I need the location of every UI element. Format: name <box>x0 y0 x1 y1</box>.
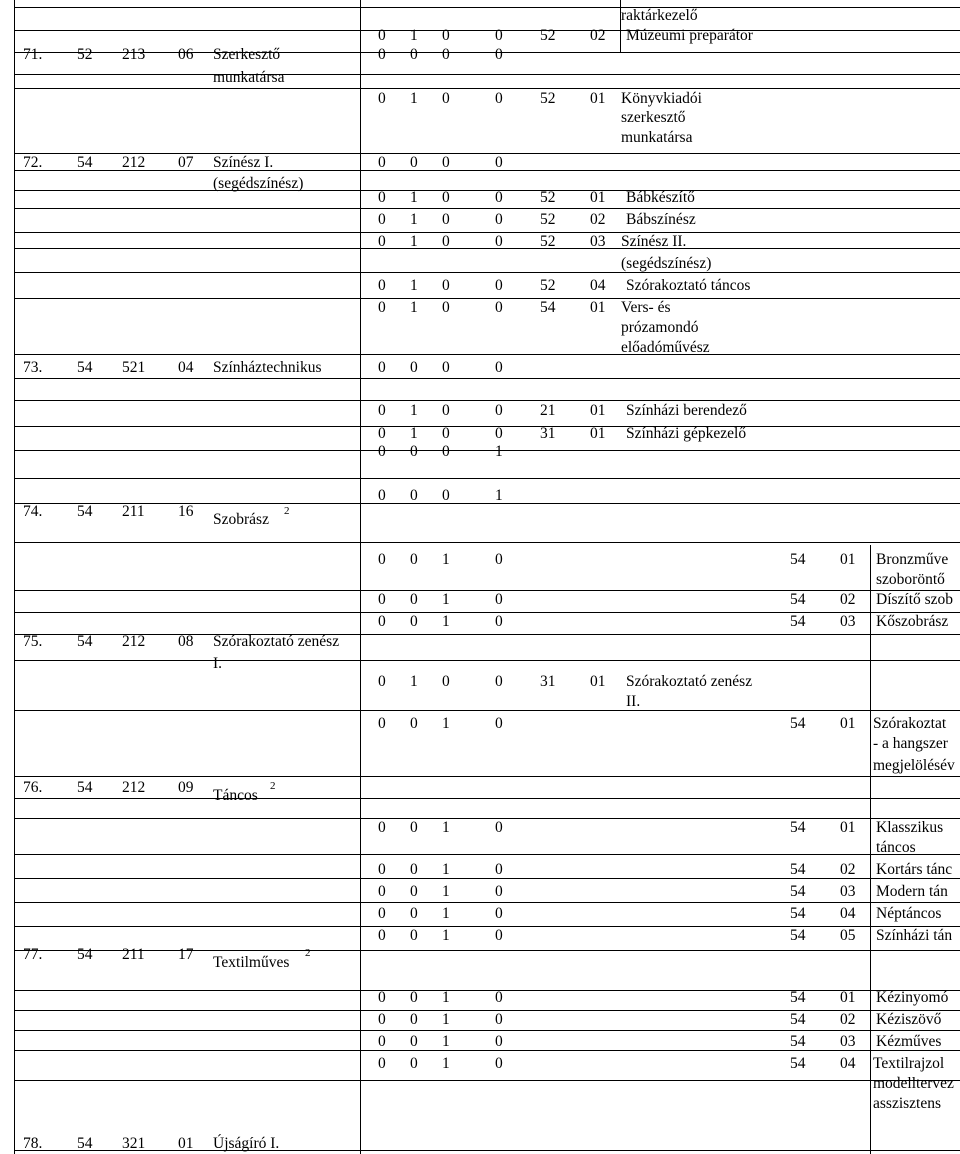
sub-qualification-name: Klasszikus <box>876 819 944 836</box>
flag-cell: 0 <box>495 883 503 900</box>
flag-cell: 0 <box>410 861 418 878</box>
code-part: 54 <box>77 154 93 171</box>
row-number: 75. <box>23 633 43 650</box>
table-rule-horizontal <box>14 1150 960 1151</box>
flag-cell: 0 <box>378 487 386 504</box>
table-rule-horizontal <box>14 7 960 8</box>
code-part: 212 <box>122 779 146 796</box>
flag-cell: 1 <box>410 402 418 419</box>
flag-cell: 0 <box>378 989 386 1006</box>
footnote-marker: 2 <box>270 780 276 792</box>
sub-qualification-name: Színházi gépkezelő <box>626 425 747 442</box>
table-rule-horizontal <box>14 634 960 635</box>
sub-qualification-name: munkatársa <box>621 129 693 146</box>
flag-cell: 0 <box>495 425 503 442</box>
code-part: 54 <box>77 946 93 963</box>
code-part: 07 <box>178 154 194 171</box>
flag-cell: 0 <box>495 613 503 630</box>
flag-cell: 0 <box>378 46 386 63</box>
flag-cell: 0 <box>495 989 503 1006</box>
sub-qualification-name: raktárkezelő <box>621 7 698 24</box>
flag-cell: 0 <box>495 154 503 171</box>
code-part: 54 <box>790 1033 806 1050</box>
code-part: 212 <box>122 633 146 650</box>
flag-cell: 0 <box>442 90 450 107</box>
row-number: 77. <box>23 946 43 963</box>
table-rule-horizontal <box>14 798 960 799</box>
code-part: 01 <box>590 425 606 442</box>
flag-cell: 1 <box>495 443 503 460</box>
flag-cell: 1 <box>495 487 503 504</box>
table-rule-horizontal <box>14 950 960 951</box>
sub-qualification-name: szoboröntő <box>876 571 945 588</box>
flag-cell: 0 <box>442 299 450 316</box>
flag-cell: 0 <box>410 819 418 836</box>
flag-cell: 1 <box>442 989 450 1006</box>
table-rule-horizontal <box>14 854 960 855</box>
table-rule-horizontal <box>14 248 960 249</box>
sub-qualification-name: Néptáncos <box>876 905 942 922</box>
flag-cell: 0 <box>442 154 450 171</box>
flag-cell: 1 <box>410 211 418 228</box>
flag-cell: 0 <box>495 359 503 376</box>
sub-qualification-name: Szórakoztató táncos <box>626 277 751 294</box>
code-part: 31 <box>540 425 556 442</box>
flag-cell: 0 <box>442 425 450 442</box>
code-part: 54 <box>790 715 806 732</box>
flag-cell: 0 <box>410 487 418 504</box>
sub-qualification-name: Vers- és <box>621 299 671 316</box>
code-part: 54 <box>540 299 556 316</box>
code-part: 211 <box>122 946 145 963</box>
code-part: 54 <box>790 591 806 608</box>
sub-qualification-name: Kortárs tánc <box>876 861 953 878</box>
code-part: 52 <box>540 277 556 294</box>
sub-qualification-name: Kézinyomó <box>876 989 949 1006</box>
flag-cell: 0 <box>378 154 386 171</box>
code-part: 02 <box>840 861 856 878</box>
code-part: 01 <box>840 819 856 836</box>
table-rule-horizontal <box>14 1010 960 1011</box>
occupation-name: munkatársa <box>213 69 285 86</box>
flag-cell: 0 <box>495 551 503 568</box>
code-part: 21 <box>540 402 556 419</box>
code-part: 54 <box>790 1011 806 1028</box>
table-rule-horizontal <box>14 990 960 991</box>
flag-cell: 0 <box>410 613 418 630</box>
code-part: 03 <box>590 233 606 250</box>
flag-cell: 0 <box>495 299 503 316</box>
sub-qualification-name: Díszítő szob <box>876 591 954 608</box>
sub-qualification-name: Színész II. <box>621 233 687 250</box>
code-part: 52 <box>540 90 556 107</box>
code-part: 54 <box>790 883 806 900</box>
code-part: 52 <box>77 46 93 63</box>
occupation-name: Szórakoztató zenész <box>213 633 340 650</box>
code-part: 01 <box>590 299 606 316</box>
flag-cell: 0 <box>410 1055 418 1072</box>
code-part: 04 <box>590 277 606 294</box>
flag-cell: 0 <box>378 905 386 922</box>
table-rule-horizontal <box>14 74 960 75</box>
flag-cell: 0 <box>378 27 386 44</box>
code-part: 54 <box>790 1055 806 1072</box>
sub-qualification-name: szerkesztő <box>621 109 686 126</box>
code-part: 54 <box>790 551 806 568</box>
table-rule-horizontal <box>14 170 960 171</box>
flag-cell: 0 <box>442 673 450 690</box>
flag-cell: 1 <box>442 715 450 732</box>
flag-cell: 0 <box>495 27 503 44</box>
sub-qualification-name: II. <box>626 693 641 710</box>
code-part: 04 <box>840 1055 856 1072</box>
code-part: 01 <box>590 673 606 690</box>
code-part: 02 <box>840 591 856 608</box>
code-part: 08 <box>178 633 194 650</box>
flag-cell: 0 <box>378 715 386 732</box>
flag-cell: 0 <box>410 551 418 568</box>
flag-cell: 0 <box>410 154 418 171</box>
flag-cell: 0 <box>410 443 418 460</box>
flag-cell: 0 <box>495 819 503 836</box>
flag-cell: 0 <box>495 1055 503 1072</box>
flag-cell: 0 <box>410 1011 418 1028</box>
occupation-name: Textilműves <box>213 954 290 971</box>
sub-qualification-name: Bábszínész <box>626 211 696 228</box>
sub-qualification-name: Szórakoztató zenész <box>626 673 753 690</box>
flag-cell: 0 <box>442 27 450 44</box>
flag-cell: 0 <box>378 883 386 900</box>
flag-cell: 1 <box>442 927 450 944</box>
flag-cell: 0 <box>410 927 418 944</box>
sub-qualification-name: Kéziszövő <box>876 1011 942 1028</box>
flag-cell: 1 <box>442 861 450 878</box>
flag-cell: 0 <box>378 90 386 107</box>
sub-qualification-name: prózamondó <box>621 319 699 336</box>
occupation-name: I. <box>213 655 223 672</box>
code-part: 321 <box>122 1135 146 1152</box>
flag-cell: 1 <box>442 613 450 630</box>
code-part: 03 <box>840 883 856 900</box>
code-part: 01 <box>590 189 606 206</box>
sub-qualification-name: Kézműves <box>876 1033 942 1050</box>
sub-qualification-name: (segédszínész) <box>621 255 712 272</box>
flag-cell: 0 <box>495 1011 503 1028</box>
code-part: 54 <box>77 633 93 650</box>
flag-cell: 1 <box>442 883 450 900</box>
table-rule-horizontal <box>14 153 960 154</box>
sub-qualification-name: Könyvkiadói <box>621 90 702 107</box>
code-part: 01 <box>590 402 606 419</box>
table-rule-horizontal <box>14 298 960 299</box>
table-rule-horizontal <box>14 450 960 451</box>
flag-cell: 0 <box>495 211 503 228</box>
flag-cell: 0 <box>410 883 418 900</box>
code-part: 06 <box>178 46 194 63</box>
code-part: 212 <box>122 154 146 171</box>
table-rule-horizontal <box>14 272 960 273</box>
flag-cell: 0 <box>378 425 386 442</box>
code-part: 52 <box>540 211 556 228</box>
flag-cell: 0 <box>495 861 503 878</box>
table-rule-horizontal <box>14 88 960 89</box>
code-part: 01 <box>178 1135 194 1152</box>
flag-cell: 0 <box>410 989 418 1006</box>
flag-cell: 1 <box>410 27 418 44</box>
code-part: 54 <box>77 359 93 376</box>
flag-cell: 0 <box>410 591 418 608</box>
occupation-name: (segédszínész) <box>213 175 304 192</box>
footnote-marker: 2 <box>305 947 311 959</box>
row-number: 74. <box>23 503 43 520</box>
sub-qualification-name: táncos <box>876 839 916 856</box>
occupation-name: Szobrász <box>213 511 269 528</box>
table-rule-horizontal <box>14 354 960 355</box>
flag-cell: 0 <box>495 715 503 732</box>
code-part: 213 <box>122 46 146 63</box>
flag-cell: 0 <box>378 277 386 294</box>
sub-qualification-name: Színházi berendező <box>626 402 747 419</box>
row-number: 71. <box>23 46 43 63</box>
table-rule-horizontal <box>14 878 960 879</box>
table-rule-horizontal <box>14 542 960 543</box>
flag-cell: 0 <box>378 591 386 608</box>
code-part: 04 <box>840 905 856 922</box>
sub-qualification-name: előadóművész <box>621 339 710 356</box>
flag-cell: 1 <box>410 299 418 316</box>
table-rule-horizontal <box>14 1050 960 1051</box>
flag-cell: 0 <box>495 90 503 107</box>
flag-cell: 1 <box>442 1011 450 1028</box>
sub-qualification-name: Bronzműve <box>876 551 949 568</box>
table-rule-horizontal <box>14 660 960 661</box>
flag-cell: 0 <box>410 1033 418 1050</box>
occupation-name: Színész I. <box>213 154 274 171</box>
flag-cell: 0 <box>378 211 386 228</box>
flag-cell: 0 <box>442 211 450 228</box>
footnote-marker: 2 <box>284 505 290 517</box>
flag-cell: 0 <box>442 359 450 376</box>
flag-cell: 0 <box>378 673 386 690</box>
code-part: 01 <box>840 715 856 732</box>
flag-cell: 0 <box>378 819 386 836</box>
code-part: 211 <box>122 503 145 520</box>
code-part: 54 <box>790 927 806 944</box>
sub-qualification-name: Bábkészítő <box>626 189 695 206</box>
code-part: 02 <box>590 27 606 44</box>
flag-cell: 0 <box>378 233 386 250</box>
code-part: 01 <box>840 989 856 1006</box>
code-part: 04 <box>178 359 194 376</box>
table-rule-horizontal <box>14 190 960 191</box>
table-rule-horizontal <box>14 926 960 927</box>
table-rule-horizontal <box>14 478 960 479</box>
flag-cell: 1 <box>442 905 450 922</box>
flag-cell: 0 <box>495 233 503 250</box>
table-rule-vertical <box>870 545 871 1154</box>
flag-cell: 0 <box>495 1033 503 1050</box>
code-part: 16 <box>178 503 194 520</box>
table-rule-horizontal <box>14 232 960 233</box>
row-number: 78. <box>23 1135 43 1152</box>
code-part: 09 <box>178 779 194 796</box>
flag-cell: 0 <box>378 359 386 376</box>
sub-qualification-name: modelltervez <box>873 1075 954 1092</box>
flag-cell: 1 <box>410 233 418 250</box>
code-part: 01 <box>840 551 856 568</box>
code-part: 31 <box>540 673 556 690</box>
table-rule-horizontal <box>14 1080 960 1081</box>
sub-qualification-name: Kőszobrász <box>876 613 949 630</box>
flag-cell: 1 <box>410 189 418 206</box>
flag-cell: 0 <box>495 905 503 922</box>
flag-cell: 0 <box>378 402 386 419</box>
row-number: 73. <box>23 359 43 376</box>
flag-cell: 0 <box>378 299 386 316</box>
table-rule-horizontal <box>14 503 960 504</box>
flag-cell: 0 <box>495 46 503 63</box>
sub-qualification-name: megjelölésév <box>873 757 955 774</box>
table-rule-horizontal <box>14 818 960 819</box>
code-part: 03 <box>840 1033 856 1050</box>
flag-cell: 0 <box>442 277 450 294</box>
code-part: 03 <box>840 613 856 630</box>
flag-cell: 0 <box>495 673 503 690</box>
code-part: 02 <box>590 211 606 228</box>
flag-cell: 0 <box>378 861 386 878</box>
code-part: 17 <box>178 946 194 963</box>
flag-cell: 0 <box>442 233 450 250</box>
sub-qualification-name: asszisztens <box>873 1095 942 1112</box>
row-number: 76. <box>23 779 43 796</box>
table-rule-horizontal <box>14 1030 960 1031</box>
code-part: 05 <box>840 927 856 944</box>
code-part: 521 <box>122 359 146 376</box>
table-rule-horizontal <box>14 426 960 427</box>
table-rule-horizontal <box>14 590 960 591</box>
table-rule-horizontal <box>14 710 960 711</box>
flag-cell: 1 <box>442 1033 450 1050</box>
flag-cell: 0 <box>410 905 418 922</box>
flag-cell: 0 <box>378 443 386 460</box>
flag-cell: 0 <box>495 189 503 206</box>
code-part: 54 <box>790 861 806 878</box>
row-number: 72. <box>23 154 43 171</box>
flag-cell: 0 <box>442 487 450 504</box>
table-rule-horizontal <box>14 612 960 613</box>
code-part: 54 <box>77 779 93 796</box>
occupation-name: Szerkesztő <box>213 46 281 63</box>
flag-cell: 1 <box>442 591 450 608</box>
code-part: 54 <box>77 503 93 520</box>
sub-qualification-name: Textilrajzol <box>873 1055 945 1072</box>
table-rule-horizontal <box>14 776 960 777</box>
flag-cell: 1 <box>410 90 418 107</box>
flag-cell: 0 <box>495 402 503 419</box>
flag-cell: 0 <box>378 1033 386 1050</box>
table-rule-horizontal <box>14 902 960 903</box>
flag-cell: 1 <box>442 1055 450 1072</box>
flag-cell: 0 <box>378 551 386 568</box>
flag-cell: 0 <box>442 402 450 419</box>
code-part: 54 <box>790 613 806 630</box>
table-rule-horizontal <box>14 30 960 31</box>
table-rule-horizontal <box>14 378 960 379</box>
flag-cell: 1 <box>442 551 450 568</box>
table-rule-vertical <box>14 0 15 1154</box>
flag-cell: 0 <box>410 46 418 63</box>
flag-cell: 1 <box>410 673 418 690</box>
flag-cell: 1 <box>410 425 418 442</box>
sub-qualification-name: Szórakoztat <box>873 715 947 732</box>
table-rule-horizontal <box>14 208 960 209</box>
code-part: 52 <box>540 27 556 44</box>
sub-qualification-name: - a hangszer <box>873 735 948 752</box>
occupation-name: Színháztechnikus <box>213 359 322 376</box>
flag-cell: 0 <box>442 189 450 206</box>
flag-cell: 0 <box>442 46 450 63</box>
code-part: 02 <box>840 1011 856 1028</box>
occupation-name: Táncos <box>213 787 258 804</box>
code-part: 54 <box>77 1135 93 1152</box>
flag-cell: 0 <box>495 927 503 944</box>
table-rule-horizontal <box>14 400 960 401</box>
code-part: 01 <box>590 90 606 107</box>
flag-cell: 0 <box>378 1011 386 1028</box>
table-rule-horizontal <box>14 52 960 53</box>
sub-qualification-name: Modern tán <box>876 883 948 900</box>
flag-cell: 0 <box>378 613 386 630</box>
flag-cell: 0 <box>442 443 450 460</box>
flag-cell: 0 <box>495 591 503 608</box>
flag-cell: 1 <box>410 277 418 294</box>
code-part: 54 <box>790 819 806 836</box>
flag-cell: 0 <box>410 359 418 376</box>
code-part: 54 <box>790 989 806 1006</box>
flag-cell: 1 <box>442 819 450 836</box>
code-part: 54 <box>790 905 806 922</box>
sub-qualification-name: Múzeumi preparátor <box>626 27 753 44</box>
flag-cell: 0 <box>410 715 418 732</box>
flag-cell: 0 <box>378 189 386 206</box>
code-part: 52 <box>540 233 556 250</box>
code-part: 52 <box>540 189 556 206</box>
table-rule-vertical <box>360 0 361 1154</box>
occupation-name: Újságíró I. <box>213 1135 280 1152</box>
flag-cell: 0 <box>378 927 386 944</box>
sub-qualification-name: Színházi tán <box>876 927 953 944</box>
flag-cell: 0 <box>495 277 503 294</box>
flag-cell: 0 <box>378 1055 386 1072</box>
